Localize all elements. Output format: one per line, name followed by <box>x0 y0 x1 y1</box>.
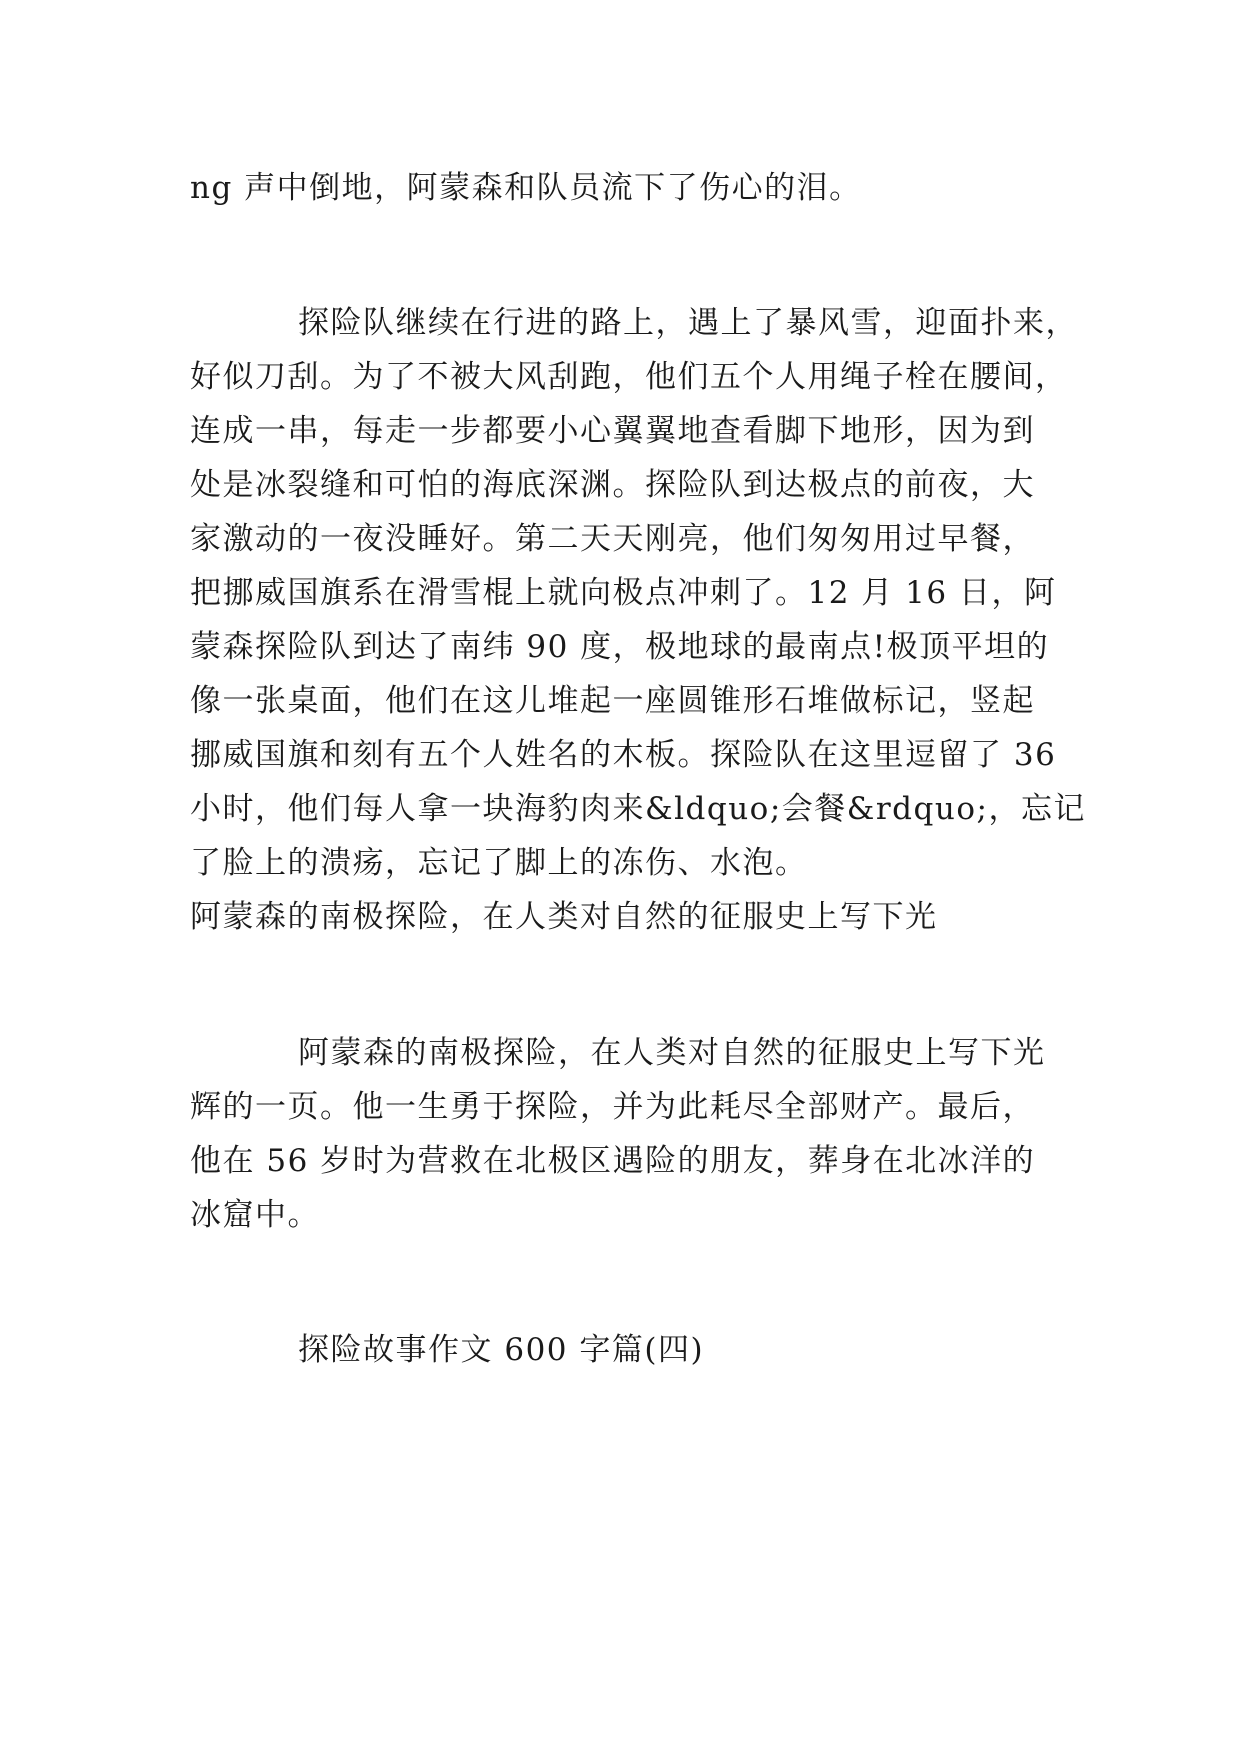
paragraph-line: 阿蒙森的南极探险，在人类对自然的征服史上写下光 <box>190 899 938 935</box>
paragraph-line: 他在 56 岁时为营救在北极区遇险的朋友，葬身在北冰洋的 <box>190 1143 1036 1179</box>
paragraph-line: 连成一串，每走一步都要小心翼翼地查看脚下地形，因为到 <box>190 413 1035 449</box>
paragraph-line: 好似刀刮。为了不被大风刮跑，他们五个人用绳子栓在腰间， <box>190 359 1068 395</box>
paragraph-line: 挪威国旗和刻有五个人姓名的木板。探险队在这里逗留了 36 <box>190 737 1057 773</box>
paragraph-line: 探险队继续在行进的路上，遇上了暴风雪，迎面扑来， <box>298 305 1078 341</box>
paragraph-line: 家激动的一夜没睡好。第二天天刚亮，他们匆匆用过早餐， <box>190 521 1035 557</box>
paragraph-line: 把挪威国旗系在滑雪棍上就向极点冲刺了。12 月 16 日，阿 <box>190 575 1057 611</box>
section-heading: 探险故事作文 600 字篇(四) <box>298 1332 705 1368</box>
paragraph-line: 了脸上的溃疡，忘记了脚上的冻伤、水泡。 <box>190 845 808 881</box>
paragraph-line: 冰窟中。 <box>190 1197 320 1233</box>
paragraph-line: ng 声中倒地，阿蒙森和队员流下了伤心的泪。 <box>190 170 862 206</box>
paragraph-line: 蒙森探险队到达了南纬 90 度，极地球的最南点!极顶平坦的 <box>190 629 1050 665</box>
paragraph-line: 像一张桌面，他们在这儿堆起一座圆锥形石堆做标记，竖起 <box>190 683 1035 719</box>
paragraph-line: 小时，他们每人拿一块海豹肉来&ldquo;会餐&rdquo;，忘记 <box>190 791 1086 827</box>
paragraph-line: 处是冰裂缝和可怕的海底深渊。探险队到达极点的前夜，大 <box>190 467 1035 503</box>
paragraph-line: 阿蒙森的南极探险，在人类对自然的征服史上写下光 <box>298 1035 1046 1071</box>
paragraph-line: 辉的一页。他一生勇于探险，并为此耗尽全部财产。最后， <box>190 1089 1035 1125</box>
